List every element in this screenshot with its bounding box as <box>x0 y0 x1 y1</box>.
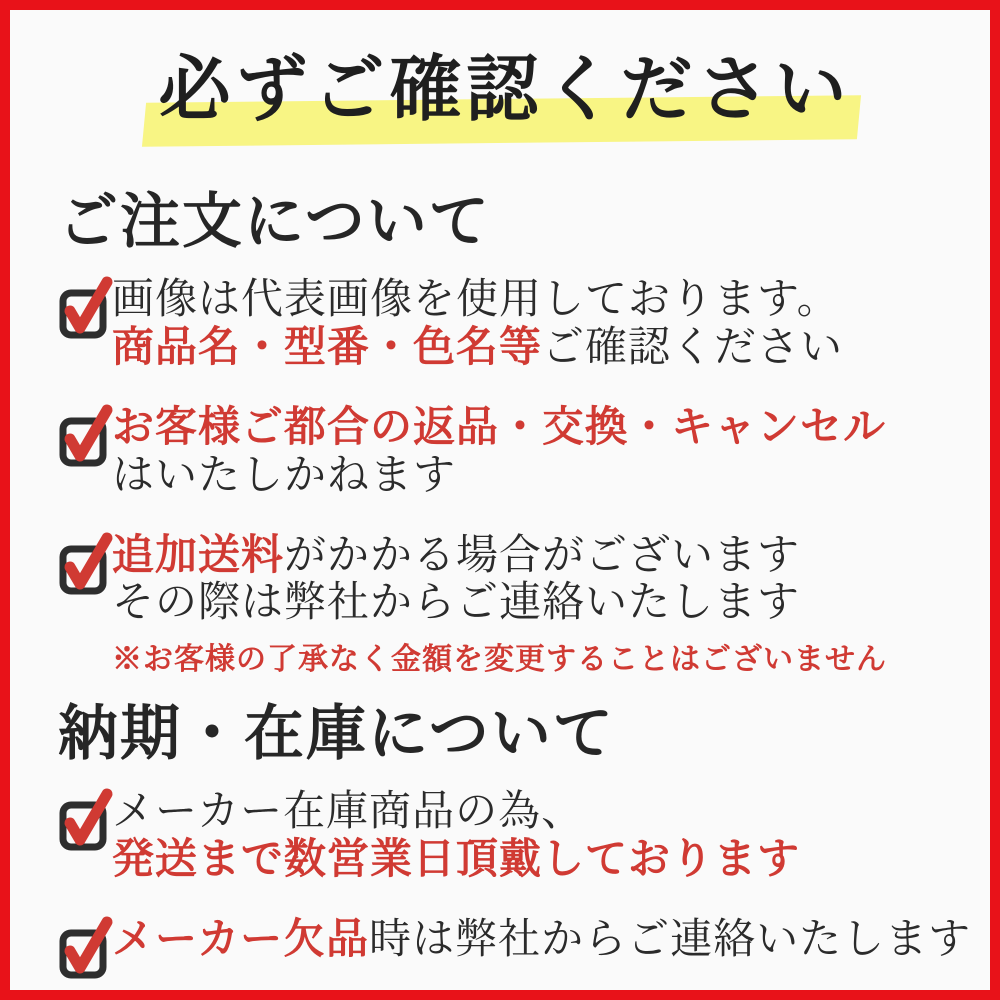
text-line <box>112 531 800 579</box>
check-item-no-returns <box>58 403 952 499</box>
text-line <box>112 323 843 371</box>
title-banner <box>58 44 952 134</box>
text-segment-red: 発送まで数営業日頂戴しております <box>112 834 801 884</box>
checked-checkbox-icon <box>58 789 106 851</box>
text-segment-red: メーカー欠品 <box>112 914 370 963</box>
text-segment: 時は弊社からご連絡いたします <box>369 914 972 963</box>
text-segment: その際は弊社からご連絡いたします <box>112 577 801 627</box>
text-line <box>112 275 843 323</box>
page-title <box>158 44 851 134</box>
item-text <box>112 787 800 883</box>
text-line <box>112 578 800 626</box>
checked-checkbox-icon <box>58 917 106 979</box>
item-text <box>112 915 971 963</box>
page-title-text: 必ずご確認ください <box>158 46 852 131</box>
check-item-maker-shortage <box>58 914 972 979</box>
text-line <box>112 403 886 451</box>
text-line <box>112 835 800 883</box>
text-segment: ご確認ください <box>542 321 844 371</box>
checked-checkbox-icon <box>58 533 106 595</box>
text-segment: メーカー在庫商品の為、 <box>112 786 585 836</box>
section-delivery-heading: 納期・在庫について <box>58 699 615 770</box>
text-segment: はいたしかねます <box>112 449 457 499</box>
section-order <box>58 188 952 678</box>
item-text <box>112 531 800 627</box>
checked-checkbox-icon <box>58 277 106 339</box>
item-text <box>112 403 886 499</box>
text-segment-red: 追加送料 <box>112 529 285 579</box>
text-line <box>112 915 971 963</box>
item-text <box>112 275 843 371</box>
price-change-note: ※お客様の了承なく金額を変更することはございません <box>112 642 887 678</box>
text-segment: がかかる場合がございます <box>284 529 801 579</box>
check-item-maker-stock <box>58 787 952 883</box>
check-item-extra-shipping <box>58 531 952 627</box>
text-segment-red: お客様ご都合の返品・交換・キャンセル <box>112 401 887 451</box>
section-delivery <box>58 699 972 979</box>
section-order-heading: ご注文について <box>58 187 491 257</box>
text-segment: 画像は代表画像を使用しております。 <box>112 274 840 323</box>
check-item-representative-image <box>58 275 952 371</box>
text-segment-red: 商品名・型番・色名等 <box>112 321 543 371</box>
text-line <box>112 787 800 835</box>
text-line <box>112 451 886 499</box>
checked-checkbox-icon <box>58 405 106 467</box>
